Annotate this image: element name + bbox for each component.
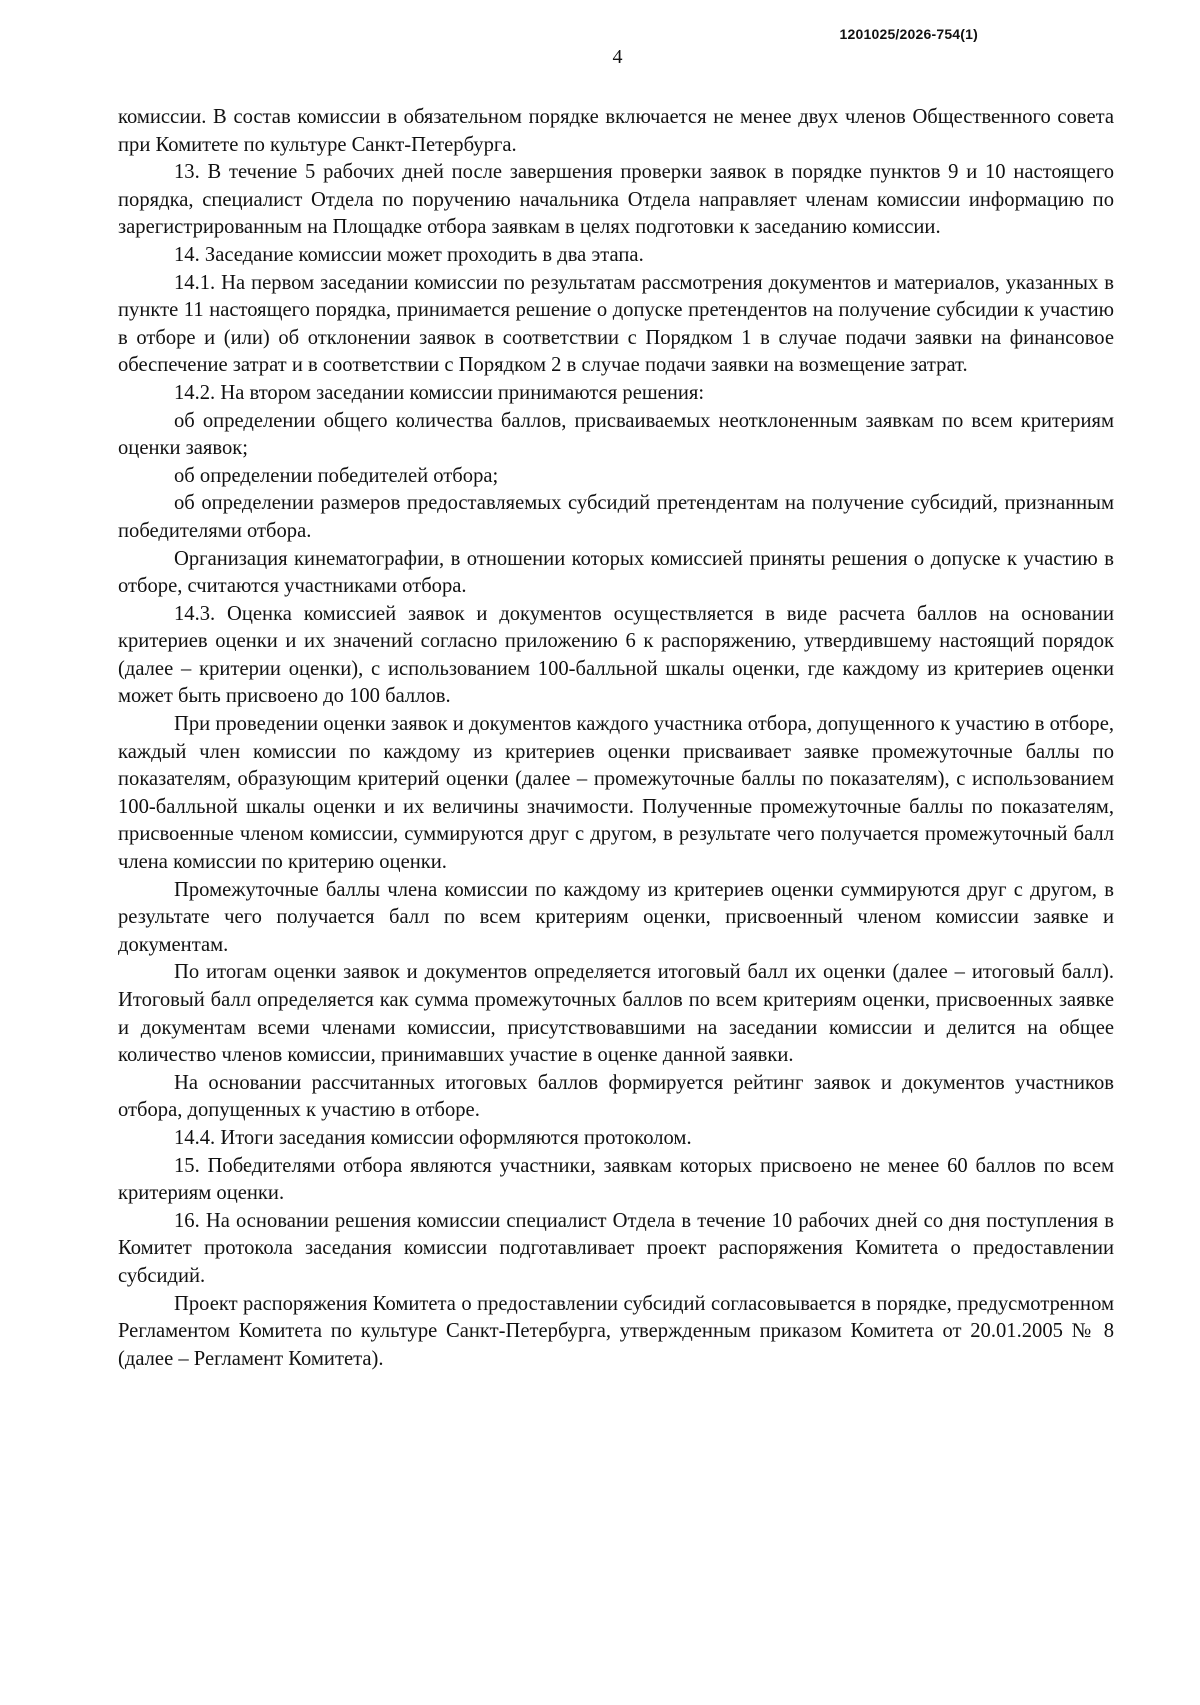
paragraph-decision-total-points: об определении общего количества баллов, присваиваемых неотклоненным заявкам по всем критериям оценки заявок; (118, 409, 1114, 460)
page-number: 4 (612, 46, 623, 68)
paragraph-intermediate-points: При проведении оценки заявок и документов каждого участника отбора, допущенного к участию в отборе, каждый член комиссии по каждому из критериев оценки присваивает заявке промежуточные баллы по показателям, образующим критерий оценки (далее – промежуточные баллы по показателям), с использованием 100-балльной шкалы оценки и их величины значимости. Полученные промежуточные баллы по показателям, присвоенные членом комиссии, суммируются друг с другом, в результате чего получается промежуточный балл члена комиссии по критерию оценки. (118, 713, 1114, 874)
paragraph-14: 14. Заседание комиссии может проходить в два этапа. (174, 243, 644, 266)
paragraph-approval: Проект распоряжения Комитета о предоставлении субсидий согласовывается в порядке, предусмотренном Регламентом Комитета по культуре Санкт-Петербурга, утвержденным приказом Комитета от 20.01.2005 № 8 (далее – Регламент Комитета). (118, 1292, 1114, 1370)
paragraph-13: 13. В течение 5 рабочих дней после завершения проверки заявок в порядке пунктов 9 и 10 настоящего порядка, специалист Отдела по поручению начальника Отдела направляет членам комиссии информацию по зарегистрированным на Площадке отбора заявкам в целях подготовки к заседанию комиссии. (118, 161, 1114, 239)
paragraph-participants: Организация кинематографии, в отношении которых комиссией приняты решения о допуске к участию в отборе, считаются участниками отбора. (118, 547, 1114, 598)
paragraph-16: 16. На основании решения комиссии специалист Отдела в течение 10 рабочих дней со дня поступления в Комитет протокола заседания комиссии подготавливает проект распоряжения Комитета о предоставлении субсидий. (118, 1209, 1114, 1287)
paragraph-decision-subsidy-amounts: об определении размеров предоставляемых субсидий претендентам на получение субсидий, признанным победителями отбора. (118, 492, 1114, 542)
paragraph-member-score: Промежуточные баллы члена комиссии по каждому из критериев оценки суммируются друг с другом, в результате чего получается балл по всем критериям оценки, присвоенный членом комиссии заявке и документам. (118, 878, 1114, 956)
document-registration-code: 1201025/2026-754(1) (839, 26, 978, 42)
paragraph-rating: На основании рассчитанных итоговых баллов формируется рейтинг заявок и документов участников отбора, допущенных к участию в отборе. (118, 1071, 1114, 1122)
paragraph-14-2: 14.2. На втором заседании комиссии принимаются решения: (174, 381, 705, 404)
paragraph-decision-winners: об определении победителей отбора; (174, 464, 499, 487)
paragraph-14-3: 14.3. Оценка комиссией заявок и документов осуществляется в виде расчета баллов на основании критериев оценки и их значений согласно приложению 6 к распоряжению, утвердившему настоящий порядок (далее – критерии оценки), с использованием 100-балльной шкалы оценки, где каждому из критериев оценки может быть присвоено до 100 баллов. (118, 602, 1114, 708)
paragraph-commission-composition: комиссии. В состав комиссии в обязательном порядке включается не менее двух членов Общественного совета при Комитете по культуре Санкт-Петербурга. (118, 106, 1114, 156)
paragraph-final-score: По итогам оценки заявок и документов определяется итоговый балл их оценки (далее – итоговый балл). Итоговый балл определяется как сумма промежуточных баллов по всем критериям оценки, присвоенных заявке и документам всеми членами комиссии, присутствовавшими на заседании комиссии и делится на общее количество членов комиссии, принимавших участие в оценке данной заявки. (118, 961, 1114, 1067)
document-body (118, 104, 1114, 1373)
paragraph-15: 15. Победителями отбора являются участники, заявкам которых присвоено не менее 60 баллов по всем критериям оценки. (118, 1154, 1114, 1205)
paragraph-14-4: 14.4. Итоги заседания комиссии оформляются протоколом. (174, 1126, 692, 1149)
paragraph-14-1: 14.1. На первом заседании комиссии по результатам рассмотрения документов и материалов, указанных в пункте 11 настоящего порядка, принимается решение о допуске претендентов на получение субсидии к участию в отборе и (или) об отклонении заявок в соответствии с Порядком 1 в случае подачи заявки на финансовое обеспечение затрат и в соответствии с Порядком 2 в случае подачи заявки на возмещение затрат. (118, 271, 1114, 377)
